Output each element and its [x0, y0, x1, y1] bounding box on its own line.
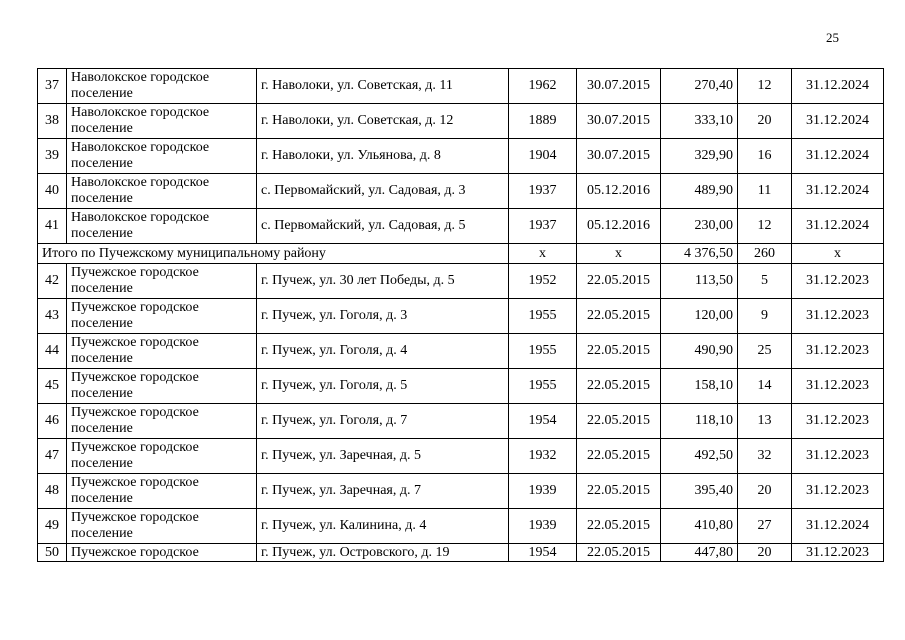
- municipality-text: Пучежское городское поселение: [71, 475, 199, 506]
- recognized-date-cell: 30.07.2015: [577, 104, 661, 139]
- table-row: [38, 104, 884, 139]
- recognized-date-cell: 22.05.2015: [577, 404, 661, 439]
- municipality-cell: [67, 404, 257, 439]
- total-area-cell: 4 376,50: [661, 244, 738, 264]
- row-number-cell: 37: [38, 69, 67, 104]
- table-body: [38, 69, 884, 562]
- deadline-cell: 31.12.2023: [792, 369, 884, 404]
- table-row: [38, 509, 884, 544]
- residents-cell: 20: [738, 474, 792, 509]
- deadline-cell: 31.12.2024: [792, 209, 884, 244]
- municipality-cell: [67, 264, 257, 299]
- address-cell: г. Пучеж, ул. Гоголя, д. 3: [257, 299, 509, 334]
- address-cell: г. Наволоки, ул. Советская, д. 11: [257, 69, 509, 104]
- area-cell: 329,90: [661, 139, 738, 174]
- build-year-cell: 1955: [509, 334, 577, 369]
- residents-cell: 20: [738, 104, 792, 139]
- deadline-cell: 31.12.2024: [792, 174, 884, 209]
- total-row: [38, 244, 884, 264]
- deadline-cell: 31.12.2023: [792, 439, 884, 474]
- address-cell: г. Наволоки, ул. Ульянова, д. 8: [257, 139, 509, 174]
- build-year-cell: 1939: [509, 509, 577, 544]
- municipality-text: Пучежское городское поселение: [71, 300, 199, 331]
- page-number: 25: [826, 30, 839, 45]
- table-row: [38, 439, 884, 474]
- residents-cell: 25: [738, 334, 792, 369]
- row-number-cell: 41: [38, 209, 67, 244]
- build-year-cell: 1932: [509, 439, 577, 474]
- address-cell: г. Наволоки, ул. Советская, д. 12: [257, 104, 509, 139]
- municipality-cell: [67, 139, 257, 174]
- recognized-date-cell: 22.05.2015: [577, 299, 661, 334]
- address-cell: с. Первомайский, ул. Садовая, д. 5: [257, 209, 509, 244]
- row-number-cell: 45: [38, 369, 67, 404]
- residents-cell: 12: [738, 209, 792, 244]
- area-cell: 113,50: [661, 264, 738, 299]
- address-cell: г. Пучеж, ул. Заречная, д. 7: [257, 474, 509, 509]
- area-cell: 410,80: [661, 509, 738, 544]
- municipality-text: Наволокское городское поселение: [71, 175, 210, 206]
- area-cell: 270,40: [661, 69, 738, 104]
- recognized-date-cell: 22.05.2015: [577, 264, 661, 299]
- build-year-cell: 1939: [509, 474, 577, 509]
- area-cell: 490,90: [661, 334, 738, 369]
- total-deadline-cell: х: [792, 244, 884, 264]
- area-cell: 118,10: [661, 404, 738, 439]
- address-cell: г. Пучеж, ул. Гоголя, д. 5: [257, 369, 509, 404]
- row-number-cell: 43: [38, 299, 67, 334]
- recognized-date-cell: 05.12.2016: [577, 174, 661, 209]
- build-year-cell: 1952: [509, 264, 577, 299]
- build-year-cell: 1955: [509, 299, 577, 334]
- area-cell: 333,10: [661, 104, 738, 139]
- municipality-text: Пучежское городское поселение: [71, 335, 199, 366]
- total-year-cell: х: [509, 244, 577, 264]
- build-year-cell: 1904: [509, 139, 577, 174]
- build-year-cell: 1955: [509, 369, 577, 404]
- municipality-text: Пучежское городское поселение: [71, 405, 199, 436]
- municipality-cell: [67, 69, 257, 104]
- address-cell: г. Пучеж, ул. Гоголя, д. 4: [257, 334, 509, 369]
- address-cell: г. Пучеж, ул. Гоголя, д. 7: [257, 404, 509, 439]
- table-row: [38, 299, 884, 334]
- total-label-cell: Итого по Пучежскому муниципальному району: [38, 244, 509, 264]
- residents-cell: 11: [738, 174, 792, 209]
- recognized-date-cell: 22.05.2015: [577, 474, 661, 509]
- municipality-text: Пучежское городское: [71, 544, 199, 560]
- deadline-cell: 31.12.2023: [792, 264, 884, 299]
- municipality-cell: [67, 209, 257, 244]
- total-residents-cell: 260: [738, 244, 792, 264]
- municipality-cell: [67, 474, 257, 509]
- deadline-cell: 31.12.2023: [792, 334, 884, 369]
- row-number-cell: 50: [38, 544, 67, 562]
- municipality-text: Наволокское городское поселение: [71, 210, 210, 241]
- area-cell: 447,80: [661, 544, 738, 562]
- recognized-date-cell: 22.05.2015: [577, 544, 661, 562]
- recognized-date-cell: 22.05.2015: [577, 369, 661, 404]
- build-year-cell: 1937: [509, 209, 577, 244]
- address-cell: г. Пучеж, ул. Островского, д. 19: [257, 544, 509, 562]
- address-cell: г. Пучеж, ул. 30 лет Победы, д. 5: [257, 264, 509, 299]
- row-number-cell: 39: [38, 139, 67, 174]
- residents-cell: 27: [738, 509, 792, 544]
- residents-cell: 5: [738, 264, 792, 299]
- table-row: [38, 139, 884, 174]
- build-year-cell: 1954: [509, 544, 577, 562]
- table-row: [38, 369, 884, 404]
- residents-cell: 16: [738, 139, 792, 174]
- municipality-text: Пучежское городское поселение: [71, 265, 199, 296]
- area-cell: 230,00: [661, 209, 738, 244]
- housing-registry-table: [37, 68, 884, 562]
- row-number-cell: 46: [38, 404, 67, 439]
- table-row: [38, 404, 884, 439]
- deadline-cell: 31.12.2024: [792, 509, 884, 544]
- row-number-cell: 48: [38, 474, 67, 509]
- area-cell: 120,00: [661, 299, 738, 334]
- row-number-cell: 49: [38, 509, 67, 544]
- residents-cell: 14: [738, 369, 792, 404]
- row-number-cell: 44: [38, 334, 67, 369]
- municipality-cell: [67, 369, 257, 404]
- area-cell: 395,40: [661, 474, 738, 509]
- deadline-cell: 31.12.2023: [792, 299, 884, 334]
- residents-cell: 32: [738, 439, 792, 474]
- municipality-cell: [67, 439, 257, 474]
- residents-cell: 9: [738, 299, 792, 334]
- build-year-cell: 1954: [509, 404, 577, 439]
- municipality-cell: [67, 104, 257, 139]
- recognized-date-cell: 30.07.2015: [577, 69, 661, 104]
- deadline-cell: 31.12.2023: [792, 544, 884, 562]
- recognized-date-cell: 05.12.2016: [577, 209, 661, 244]
- municipality-cell: [67, 509, 257, 544]
- table-row: [38, 334, 884, 369]
- municipality-text: Пучежское городское поселение: [71, 440, 199, 471]
- recognized-date-cell: 30.07.2015: [577, 139, 661, 174]
- municipality-text: Наволокское городское поселение: [71, 140, 210, 171]
- municipality-text: Наволокское городское поселение: [71, 70, 210, 101]
- deadline-cell: 31.12.2024: [792, 104, 884, 139]
- total-date-cell: х: [577, 244, 661, 264]
- address-cell: г. Пучеж, ул. Калинина, д. 4: [257, 509, 509, 544]
- deadline-cell: 31.12.2023: [792, 474, 884, 509]
- row-number-cell: 40: [38, 174, 67, 209]
- municipality-cell: [67, 299, 257, 334]
- recognized-date-cell: 22.05.2015: [577, 334, 661, 369]
- deadline-cell: 31.12.2024: [792, 139, 884, 174]
- table-row: [38, 69, 884, 104]
- municipality-text: Наволокское городское поселение: [71, 105, 210, 136]
- row-number-cell: 42: [38, 264, 67, 299]
- municipality-cell: [67, 174, 257, 209]
- deadline-cell: 31.12.2024: [792, 69, 884, 104]
- table-row: [38, 544, 884, 562]
- row-number-cell: 47: [38, 439, 67, 474]
- table-row: [38, 264, 884, 299]
- row-number-cell: 38: [38, 104, 67, 139]
- table-row: [38, 209, 884, 244]
- deadline-cell: 31.12.2023: [792, 404, 884, 439]
- table-row: [38, 474, 884, 509]
- municipality-cell: [67, 544, 257, 562]
- address-cell: г. Пучеж, ул. Заречная, д. 5: [257, 439, 509, 474]
- municipality-text: Пучежское городское поселение: [71, 510, 199, 541]
- residents-cell: 12: [738, 69, 792, 104]
- area-cell: 492,50: [661, 439, 738, 474]
- area-cell: 489,90: [661, 174, 738, 209]
- build-year-cell: 1962: [509, 69, 577, 104]
- residents-cell: 13: [738, 404, 792, 439]
- recognized-date-cell: 22.05.2015: [577, 509, 661, 544]
- build-year-cell: 1889: [509, 104, 577, 139]
- area-cell: 158,10: [661, 369, 738, 404]
- recognized-date-cell: 22.05.2015: [577, 439, 661, 474]
- address-cell: с. Первомайский, ул. Садовая, д. 3: [257, 174, 509, 209]
- table-row: [38, 174, 884, 209]
- residents-cell: 20: [738, 544, 792, 562]
- municipality-cell: [67, 334, 257, 369]
- municipality-text: Пучежское городское поселение: [71, 370, 199, 401]
- build-year-cell: 1937: [509, 174, 577, 209]
